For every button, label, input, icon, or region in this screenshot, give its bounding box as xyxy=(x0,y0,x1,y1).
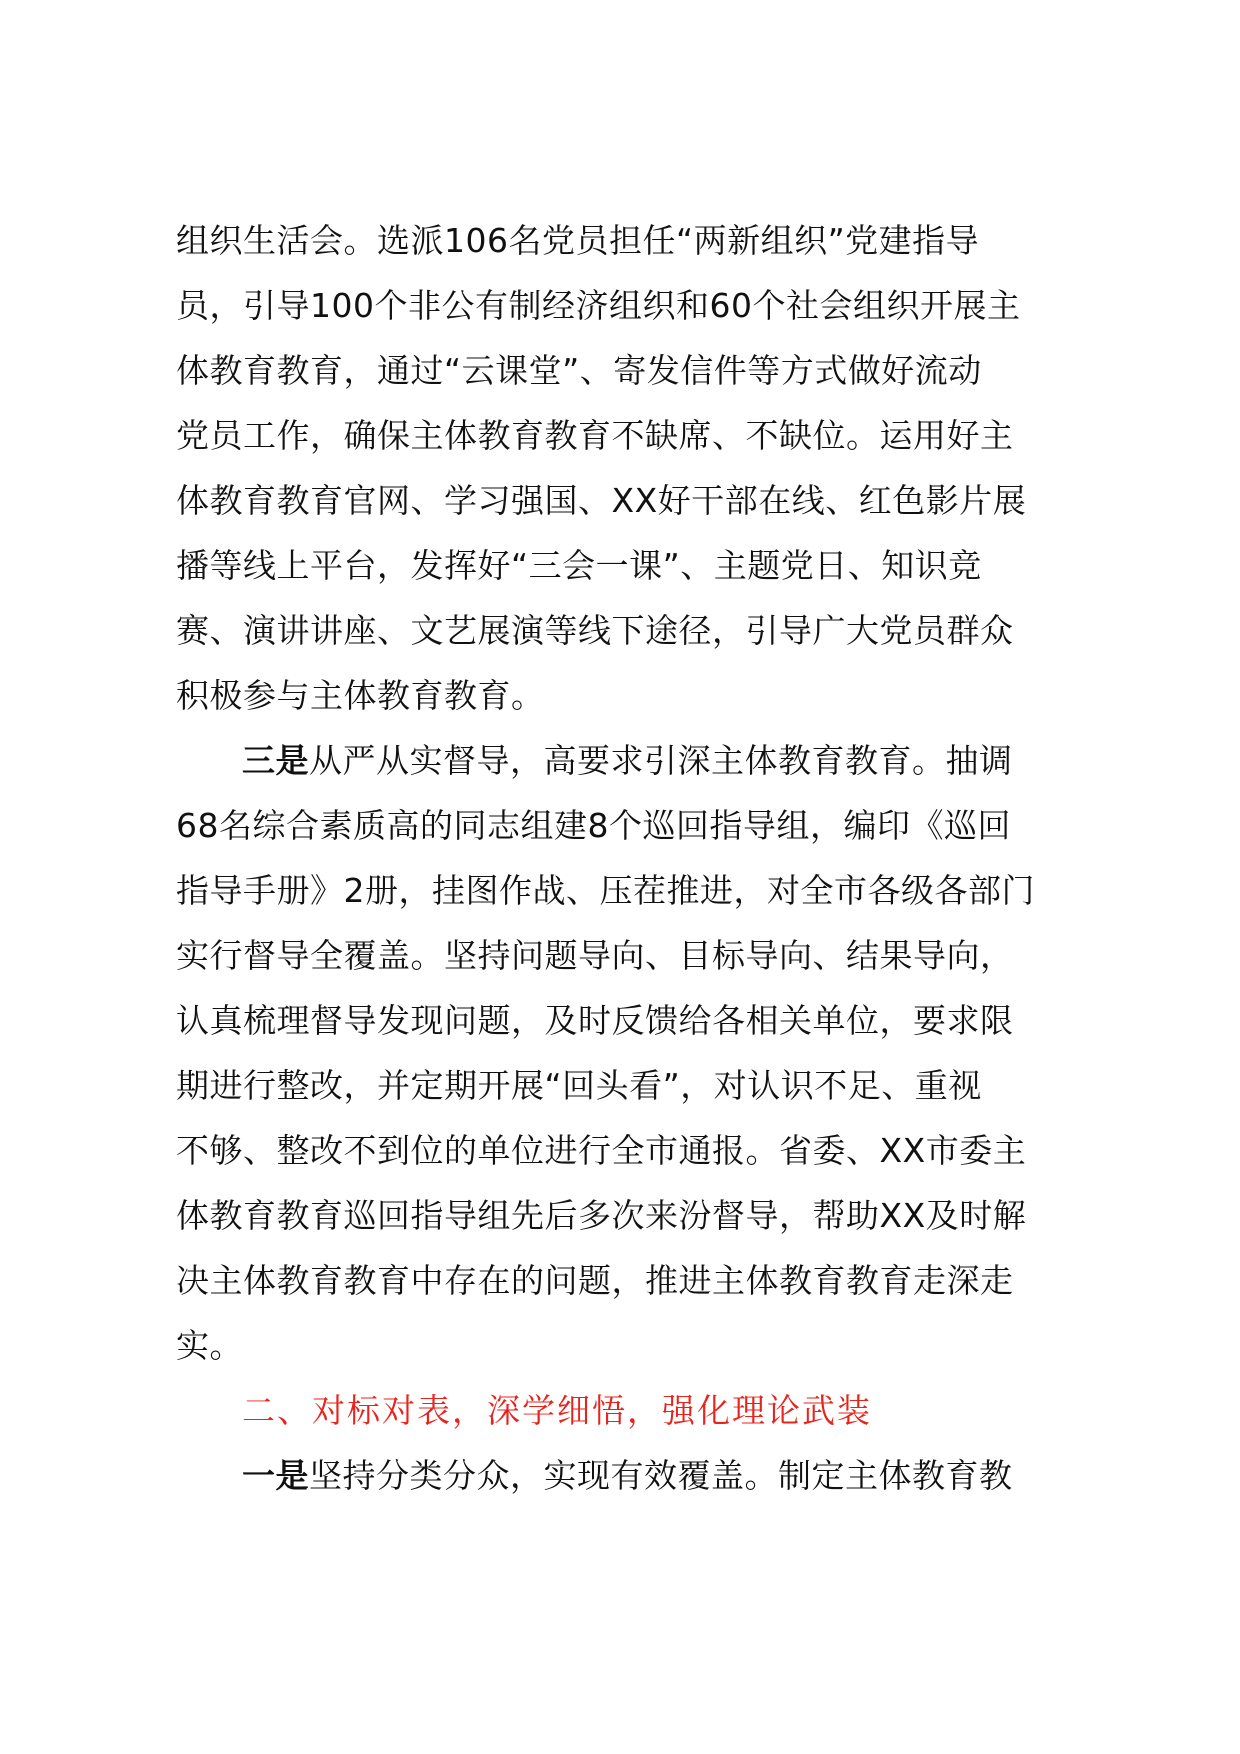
document-page xyxy=(176,208,1106,1508)
body-line: 组织生活会。选派106名党员担任“两新组织”党建指导 xyxy=(176,221,980,260)
body-line: 体教育教育官网、学习强国、XX好干部在线、红色影片展 xyxy=(176,481,1027,520)
body-line: 播等线上平台，发挥好“三会一课”、主题党日、知识竞 xyxy=(176,546,982,585)
paragraph-lead-bold: 一是 xyxy=(242,1456,309,1495)
body-line: 积极参与主体教育教育。 xyxy=(176,676,545,715)
body-line: 员，引导100个非公有制经济组织和60个社会组织开展主 xyxy=(176,286,1021,325)
body-line: 不够、整改不到位的单位进行全市通报。省委、XX市委主 xyxy=(176,1131,1027,1170)
paragraph-lead-text: 坚持分类分众，实现有效覆盖。制定主体教育教 xyxy=(309,1456,1013,1495)
body-line: 期进行整改，并定期开展“回头看”，对认识不足、重视 xyxy=(176,1066,982,1105)
body-line: 体教育教育，通过“云课堂”、寄发信件等方式做好流动 xyxy=(176,351,982,390)
paragraph-start-line xyxy=(176,728,1106,793)
body-line: 实。 xyxy=(176,1326,243,1365)
body-line: 实行督导全覆盖。坚持问题导向、目标导向、结果导向， xyxy=(176,936,1014,975)
body-line: 指导手册》2册，挂图作战、压茬推进，对全市各级各部门 xyxy=(176,871,1035,910)
paragraph-lead-bold: 三是 xyxy=(242,741,309,780)
body-line: 体教育教育巡回指导组先后多次来汾督导，帮助XX及时解 xyxy=(176,1196,1027,1235)
paragraph-lead-text: 从严从实督导，高要求引深主体教育教育。抽调 xyxy=(309,741,1013,780)
body-line: 认真梳理督导发现问题，及时反馈给各相关单位，要求限 xyxy=(176,1001,1014,1040)
body-line: 68名综合素质高的同志组建8个巡回指导组，编印《巡回 xyxy=(176,806,1011,845)
body-line: 党员工作，确保主体教育教育不缺席、不缺位。运用好主 xyxy=(176,416,1014,455)
body-line: 决主体教育教育中存在的问题，推进主体教育教育走深走 xyxy=(176,1261,1014,1300)
body-line: 赛、演讲讲座、文艺展演等线下途径，引导广大党员群众 xyxy=(176,611,1014,650)
paragraph-start-line xyxy=(176,1443,1106,1508)
section-heading: 二、对标对表，深学细悟，强化理论武装 xyxy=(242,1391,872,1430)
